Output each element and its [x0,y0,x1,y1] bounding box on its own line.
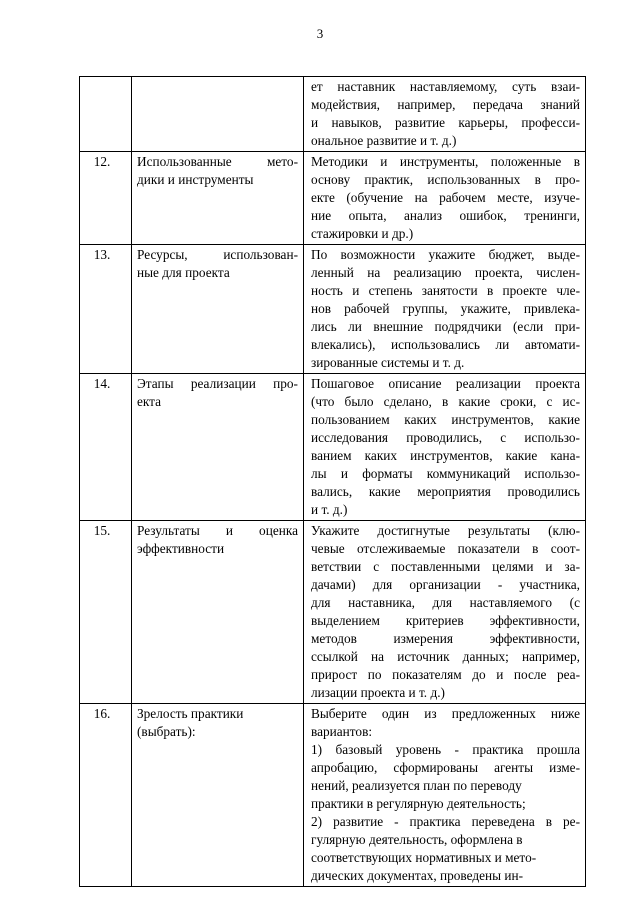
row-number: 16. [80,704,132,887]
description-line: дических документах, проведены ин- [311,868,524,883]
table-row [80,521,586,704]
section-description [304,521,586,704]
description-line: ветствии с поставленными целями и за- [311,559,580,574]
row-number: 13. [80,245,132,374]
description-line: дачами) для организации - участника, [311,577,580,592]
description-line: практики в регулярную деятельность; [311,796,526,811]
description-line: влекались), использовались ли автомати- [311,337,580,352]
description-line: лизации проекта и т. д.) [311,685,445,700]
section-name-line: дики и инструменты [137,172,254,187]
description-line: выделением критериев эффективности, [311,613,580,628]
row-number: 12. [80,152,132,245]
description-line: Укажите достигнутые результаты (клю- [311,523,580,538]
description-line: лы и форматы коммуникаций использо- [311,466,580,481]
description-line: и т. д.) [311,502,348,517]
table-row [80,152,586,245]
row-number [80,77,132,152]
description-line: для наставника, для наставляемого (с [311,595,580,610]
section-name-line: Результаты и оценка [137,523,298,538]
description-line: ванием каких инструментов, какие кана- [311,448,580,463]
section-name-line: (выбрать): [137,724,196,739]
section-description [304,77,586,152]
description-line: прирост по показателям до и после реа- [311,667,580,682]
section-description [304,245,586,374]
row-number: 15. [80,521,132,704]
table-row [80,77,586,152]
section-name-line: екта [137,394,162,409]
row-number: 14. [80,374,132,521]
description-line: Выберите один из предложенных ниже [311,706,580,721]
description-line: лись ли внешние подрядчики (если при- [311,319,580,334]
section-name-line: ные для проекта [137,265,230,280]
page-number: 3 [316,26,324,41]
description-line: Методики и инструменты, положенные в [311,154,580,169]
table-row [80,704,586,887]
description-line: гулярную деятельность, оформлена в [311,832,523,847]
description-line: По возможности укажите бюджет, выде- [311,247,580,262]
description-line: нов рабочей группы, укажите, привлека- [311,301,580,316]
description-line: основу практик, использованных в про- [311,172,580,187]
description-line: стажировки и др.) [311,226,414,241]
description-line: методов измерения эффективности, [311,631,580,646]
section-name-line: Использованные мето- [137,154,298,169]
section-name [132,374,304,521]
section-name-line: Ресурсы, использован- [137,247,298,262]
description-line: чевые отслеживаемые показатели в соот- [311,541,580,556]
section-name [132,152,304,245]
table-row [80,245,586,374]
practice-description-table [79,76,586,887]
description-line: нений, реализуется план по переводу [311,778,522,793]
description-line: ленный на реализацию проекта, числен- [311,265,580,280]
description-line: пользованием каких инструментов, какие [311,412,580,427]
description-line: зированные системы и т. д. [311,355,465,370]
section-name-line: Зрелость практики [137,706,244,721]
description-line: (что было сделано, в какие сроки, с ис- [311,394,580,409]
description-line: Пошаговое описание реализации проекта [311,376,580,391]
description-line: модействия, например, передача знаний [311,97,580,112]
description-line: ность и степень занятости в проекте чле- [311,283,580,298]
description-line: апробацию, сформированы агенты изме- [311,760,580,775]
section-name [132,704,304,887]
section-description [304,374,586,521]
description-line: ет наставник наставляемому, суть взаи- [311,79,580,94]
section-name [132,245,304,374]
description-line: вариантов: [311,724,373,739]
section-name-line: Этапы реализации про- [137,376,298,391]
description-line: ональное развитие и т. д.) [311,133,457,148]
description-line: ссылкой на источник данных; например, [311,649,580,664]
description-line: соответствующих нормативных и мето- [311,850,537,865]
description-line: 2) развитие - практика переведена в ре- [311,814,580,829]
section-description [304,152,586,245]
description-line: ние опыта, анализ ошибок, тренинги, [311,208,580,223]
section-name [132,521,304,704]
description-line: вались, какие мероприятия проводились [311,484,580,499]
description-line: исследования проводились, с использо- [311,430,580,445]
table-row [80,374,586,521]
section-name-line: эффективности [137,541,225,556]
section-description [304,704,586,887]
description-line: 1) базовый уровень - практика прошла [311,742,580,757]
section-name [132,77,304,152]
description-line: и навыков, развитие карьеры, професси- [311,115,580,130]
description-line: екте (обучение на рабочем месте, изуче- [311,190,580,205]
